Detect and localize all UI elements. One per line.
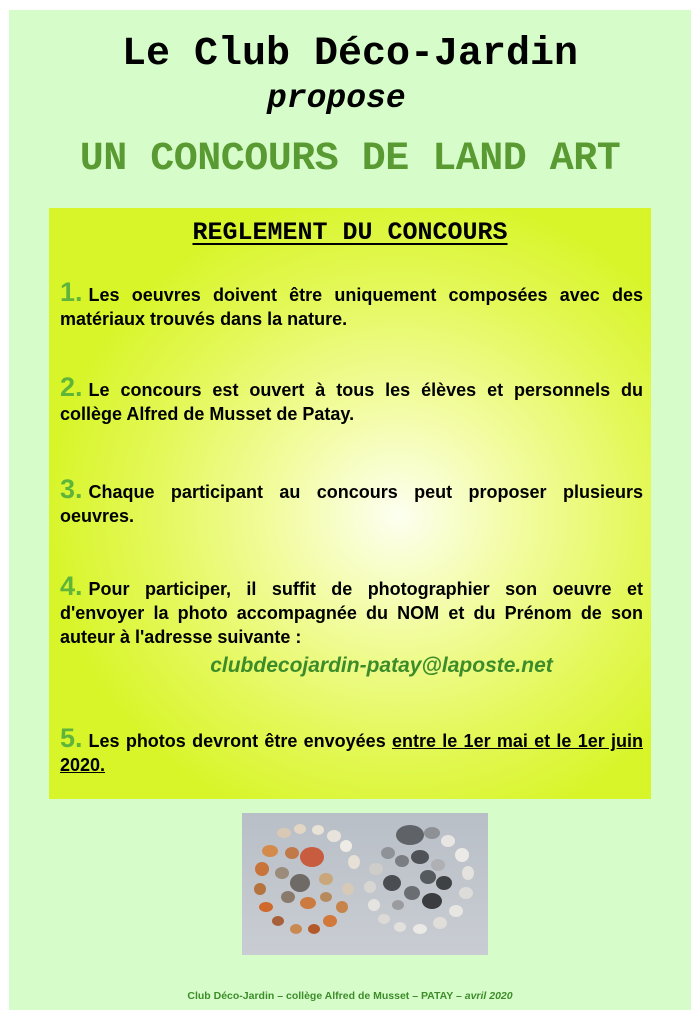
rules-heading: REGLEMENT DU CONCOURS: [192, 218, 508, 247]
contact-email-link[interactable]: clubdecojardin-patay@laposte.net: [210, 654, 553, 677]
rule-5: [60, 723, 643, 777]
contest-title: UN CONCOURS DE LAND ART: [79, 137, 621, 182]
footer-date: avril 2020: [464, 990, 513, 1002]
rule-text: Pour participer, il suffit de photographier son oeuvre et d'envoyer la photo accompagnée du NOM et du Prénom de son auteur à l'adresse suivante :: [60, 579, 643, 647]
rule-deadline: entre le 1er mai et le 1er juin 2020.: [60, 731, 643, 775]
poster-page: [9, 10, 691, 1010]
rule-text: Le concours est ouvert à tous les élèves et personnels du collège Alfred de Musset de Patay.: [60, 380, 643, 424]
land-art-photo: [242, 813, 488, 955]
rule-number: 5.: [60, 723, 83, 753]
rule-text: Les oeuvres doivent être uniquement composées avec des matériaux trouvés dans la nature.: [60, 285, 643, 329]
rule-text: Les photos devront être envoyées: [88, 731, 392, 751]
rule-4: [60, 571, 643, 679]
rule-2: [60, 372, 643, 426]
rule-text: Chaque participant au concours peut proposer plusieurs oeuvres.: [60, 482, 643, 526]
rule-number: 3.: [60, 474, 83, 504]
rule-number: 4.: [60, 571, 83, 601]
club-title: Le Club Déco-Jardin: [121, 32, 579, 77]
footer-text: Club Déco-Jardin – collège Alfred de Musset – PATAY –: [187, 990, 465, 1002]
rule-number: 2.: [60, 372, 83, 402]
propose-text: propose: [267, 80, 406, 117]
rules-box: [49, 208, 651, 799]
rule-number: 1.: [60, 277, 83, 307]
rule-3: [60, 474, 643, 528]
footer: [9, 990, 691, 1002]
rule-1: [60, 277, 643, 331]
